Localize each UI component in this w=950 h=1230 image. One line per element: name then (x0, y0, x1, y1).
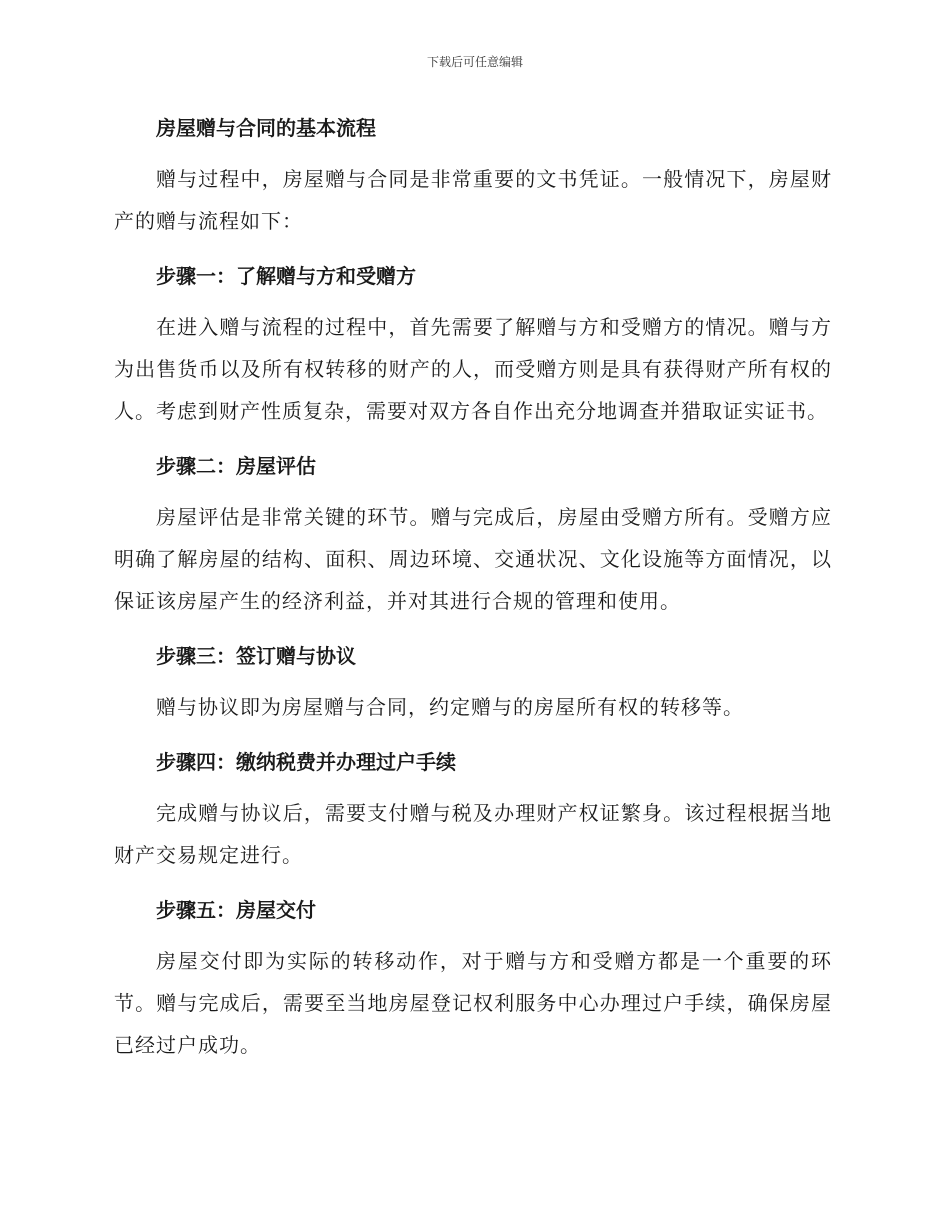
step-4-body: 完成赠与协议后，需要支付赠与税及办理财产权证繁身。该过程根据当地财产交易规定进行。 (114, 801, 832, 867)
step-5-heading: 步骤五：房屋交付 (156, 898, 316, 922)
intro-paragraph: 赠与过程中，房屋赠与合同是非常重要的文书凭证。一般情况下，房屋财产的赠与流程如下： (114, 167, 832, 233)
step-3-body: 赠与协议即为房屋赠与合同，约定赠与的房屋所有权的转移等。 (156, 695, 744, 719)
step-4-heading: 步骤四：缴纳税费并办理过户手续 (156, 750, 456, 774)
step-5-body: 房屋交付即为实际的转移动作，对于赠与方和受赠方都是一个重要的环节。赠与完成后，需要至当地房屋登记权利服务中心办理过户手续，确保房屋已经过户成功。 (114, 949, 832, 1057)
step-2-body: 房屋评估是非常关键的环节。赠与完成后，房屋由受赠方所有。受赠方应明确了解房屋的结构、面积、周边环境、交通状况、文化设施等方面情况，以保证该房屋产生的经济利益，并对其进行合规的管理和使用。 (114, 505, 832, 613)
step-1-heading: 步骤一：了解赠与方和受赠方 (156, 264, 416, 288)
step-2-heading: 步骤二：房屋评估 (156, 454, 316, 478)
document-body (114, 108, 832, 1066)
step-1-body: 在进入赠与流程的过程中，首先需要了解赠与方和受赠方的情况。赠与方为出售货币以及所有权转移的财产的人，而受赠方则是具有获得财产所有权的人。考虑到财产性质复杂，需要对双方各自作出充分地调查并猎取证实证书。 (114, 315, 832, 423)
page-header: 下载后可任意编辑 (426, 55, 523, 69)
step-3-heading: 步骤三：签订赠与协议 (156, 644, 356, 668)
document-title: 房屋赠与合同的基本流程 (156, 116, 376, 140)
